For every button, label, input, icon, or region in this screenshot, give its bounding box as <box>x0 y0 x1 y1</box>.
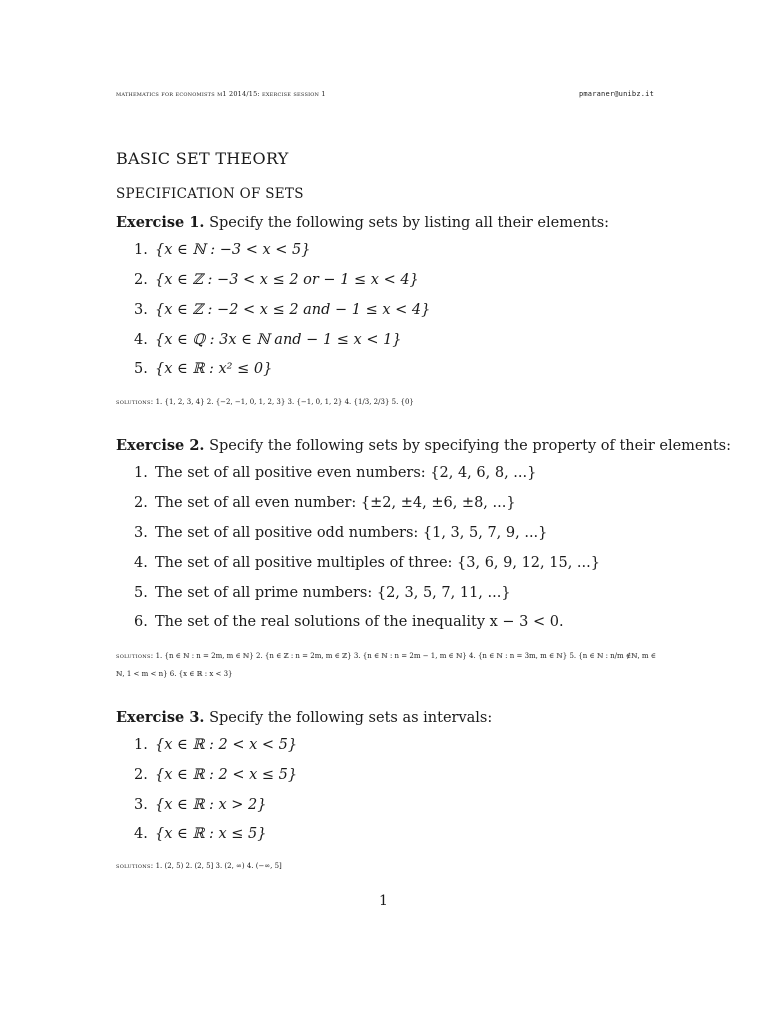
exercise-1-prompt <box>116 214 609 231</box>
exercise-3-solutions: solutions: 1. (2, 5) 2. (2, 5] 3. (2, ∞) 4. (−∞, 5] <box>116 862 282 870</box>
header-email: pmaraner@unibz.it <box>578 90 654 98</box>
exercise-1-item: 1. {x ∈ ℕ : −3 < x < 5} <box>134 242 311 258</box>
exercise-3-label: Exercise 3. <box>116 709 205 726</box>
exercise-2-item: 4. The set of all positive multiples of three: {3, 6, 9, 12, 15, ...} <box>134 555 600 571</box>
header-course: mathematics for economists m1 2014/15: exercise session 1 <box>116 90 326 98</box>
exercise-3-item: 1. {x ∈ ℝ : 2 < x < 5} <box>134 737 298 753</box>
exercise-3-item: 4. {x ∈ ℝ : x ≤ 5} <box>134 826 267 842</box>
exercise-3-item: 2. {x ∈ ℝ : 2 < x ≤ 5} <box>134 767 298 783</box>
exercise-2-item: 3. The set of all positive odd numbers: {1, 3, 5, 7, 9, ...} <box>134 525 548 541</box>
exercise-2-item: 5. The set of all prime numbers: {2, 3, 5, 7, 11, ...} <box>134 585 511 601</box>
exercise-2-solutions: solutions: 1. {n ∈ ℕ : n = 2m, m ∈ ℕ} 2. {n ∈ ℤ : n = 2m, m ∈ ℤ} 3. {n ∈ ℕ : n = 2m − 1, m ∈ ℕ} 4. {n ∈ ℕ : n = 3m, m ∈ ℕ} 5. {n ∈ ℕ : n/m ∉ℕ, m ∈ ℕ, 1 < m < n} 6. {x ∈ ℝ : x < 3} <box>116 652 656 678</box>
exercise-2-prompt <box>116 437 731 454</box>
exercise-1-text: Specify the following sets by listing all their elements: <box>209 215 610 231</box>
exercise-1-item: 5. {x ∈ ℝ : x² ≤ 0} <box>134 361 273 377</box>
exercise-3-item: 3. {x ∈ ℝ : x > 2} <box>134 797 267 813</box>
exercise-3-prompt <box>116 709 492 726</box>
exercise-2-item: 2. The set of all even number: {±2, ±4, ±6, ±8, ...} <box>134 495 516 511</box>
exercise-2-text: Specify the following sets by specifying the property of their elements: <box>209 438 731 454</box>
exercise-1-solutions: solutions: 1. {1, 2, 3, 4} 2. {−2, −1, 0, 1, 2, 3} 3. {−1, 0, 1, 2} 4. {1/3, 2/3} 5. {0} <box>116 398 414 406</box>
section-title: SPECIFICATION OF SETS <box>116 186 304 202</box>
exercise-3-text: Specify the following sets as intervals: <box>209 710 493 726</box>
exercise-2-item: 6. The set of the real solutions of the inequality x − 3 < 0. <box>134 614 564 630</box>
exercise-1-item: 2. {x ∈ ℤ : −3 < x ≤ 2 or − 1 ≤ x < 4} <box>134 272 419 288</box>
exercise-1-item: 3. {x ∈ ℤ : −2 < x ≤ 2 and − 1 ≤ x < 4} <box>134 302 431 318</box>
exercise-1-item: 4. {x ∈ ℚ : 3x ∈ ℕ and − 1 ≤ x < 1} <box>134 332 402 348</box>
page-number: 1 <box>379 893 388 909</box>
exercise-2-label: Exercise 2. <box>116 437 205 454</box>
exercise-1-label: Exercise 1. <box>116 214 205 231</box>
exercise-2-item: 1. The set of all positive even numbers: {2, 4, 6, 8, ...} <box>134 465 537 481</box>
page-title: BASIC SET THEORY <box>116 149 289 168</box>
